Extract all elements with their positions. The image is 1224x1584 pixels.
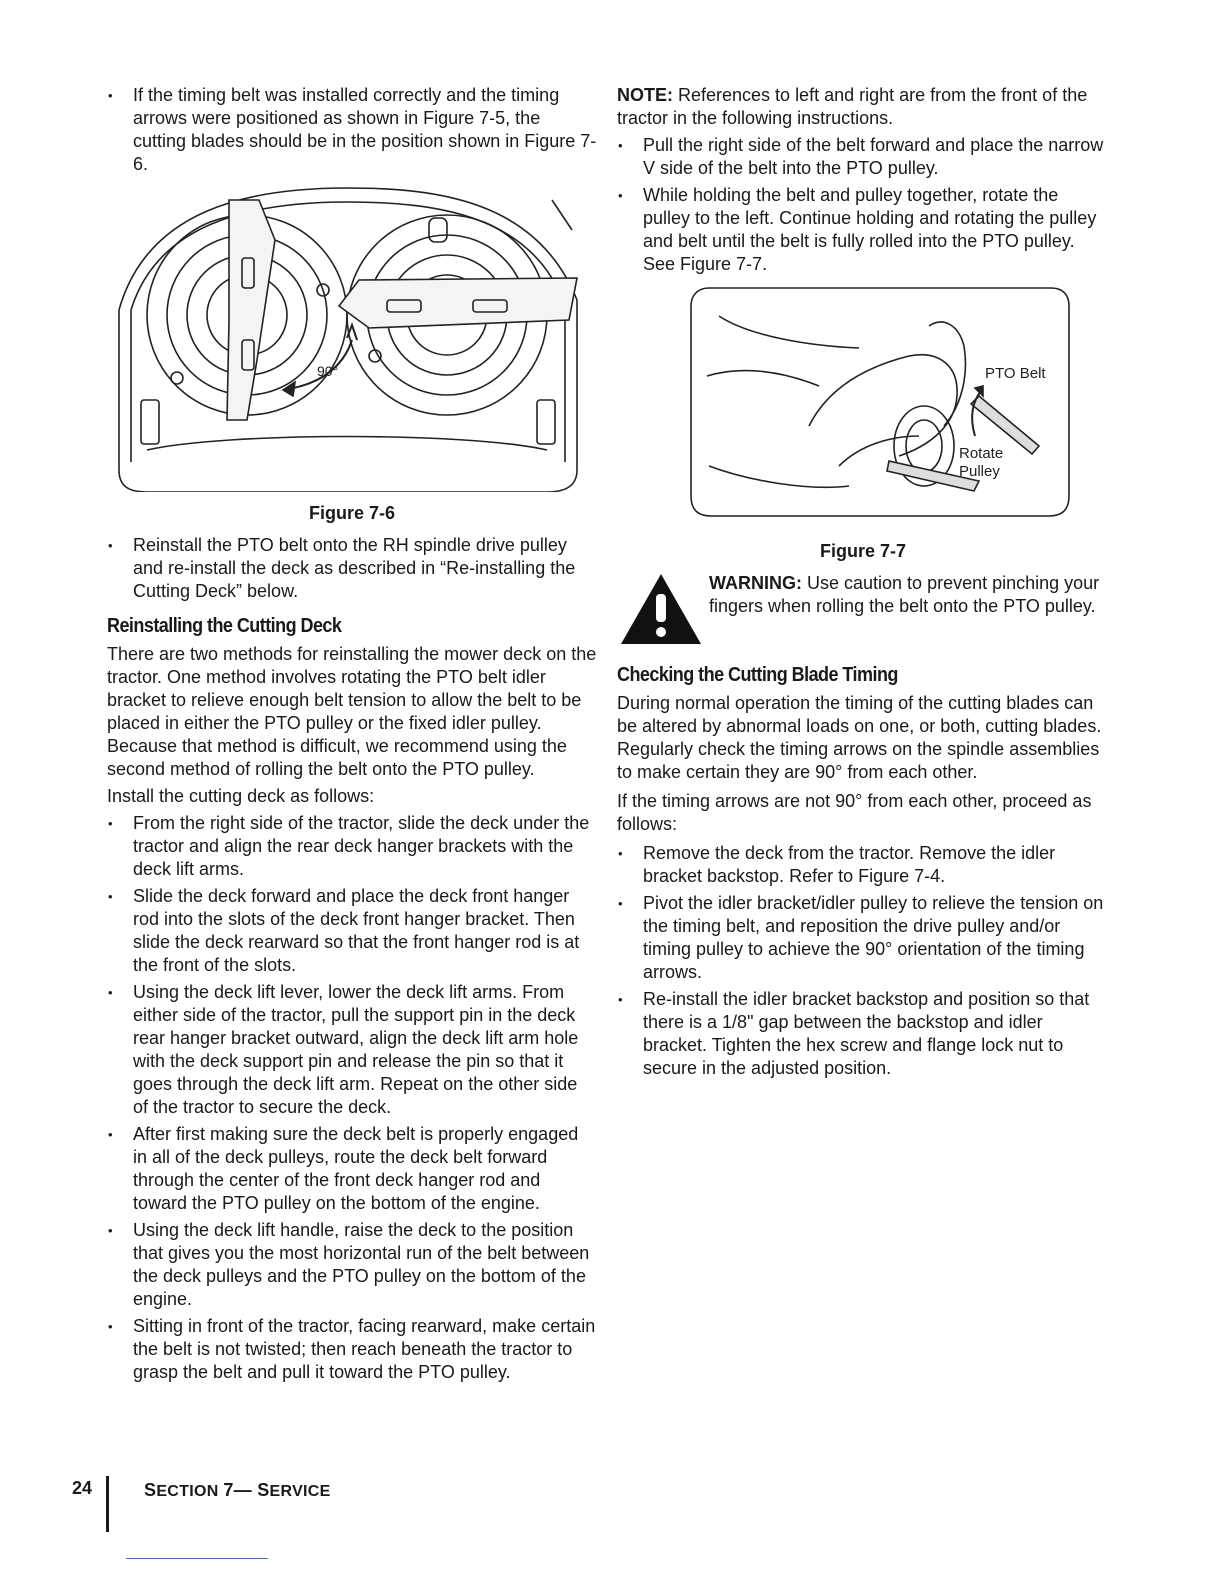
left-column	[107, 84, 597, 1388]
list-item: • Remove the deck from the tractor. Remove the idler bracket backstop. Refer to Figure 7-4.	[617, 842, 1109, 888]
list-item: • Reinstall the PTO belt onto the RH spindle drive pulley and re-install the deck as described in “Re-installing the Cutting Deck” below.	[107, 534, 597, 603]
figure-7-7-caption: Figure 7-7	[819, 541, 907, 561]
warning-paragraph	[709, 572, 1109, 618]
pto-belt-label: PTO Belt	[985, 365, 1046, 382]
figure-7-6	[107, 180, 597, 497]
list-item: • Re-install the idler bracket backstop and position so that there is a 1/8" gap between the backstop and idler bracket. Tighten the hex screw and flange lock nut to secure in the adjusted position.	[617, 988, 1109, 1080]
note-label: NOTE:	[617, 85, 673, 105]
timing-paragraph-2: If the timing arrows are not 90° from each other, proceed as follows:	[617, 791, 1092, 834]
pulley-label: Pulley	[959, 463, 1000, 480]
list-item: • Pull the right side of the belt forward and place the narrow V side of the belt into the PTO pulley.	[617, 134, 1109, 180]
bottom-rule	[126, 1558, 268, 1559]
warning-label: WARNING:	[709, 573, 802, 593]
install-steps-list	[107, 812, 597, 1384]
figure-7-6-caption: Figure 7-6	[308, 503, 396, 523]
reinstalling-heading: Reinstalling the Cutting Deck	[107, 615, 342, 637]
list-item: • While holding the belt and pulley together, rotate the pulley to the left. Continue holding and rotating the pulley and belt until the belt is fully rolled into the PTO pulley. See Figure 7-7.	[617, 184, 1109, 276]
timing-paragraph-1: During normal operation the timing of the cutting blades can be altered by abnormal loads on one, or both, cutting blades. Regularly check the timing arrows on the spindle assemblies to make certain they are 90° from each other.	[617, 693, 1102, 782]
pto-belt-illustration	[689, 286, 1071, 518]
footer-divider	[106, 1476, 109, 1532]
after-figure-bullet-list	[107, 534, 597, 603]
warning-text: Use caution to prevent pinching your fingers when rolling the belt onto the PTO pulley.	[709, 573, 1100, 616]
warning-triangle-icon	[619, 572, 703, 646]
list-item: • Sitting in front of the tractor, facing rearward, make certain the belt is not twisted; then reach beneath the tractor to grasp the belt and pull it toward the PTO pulley.	[107, 1315, 597, 1384]
list-item: • Slide the deck forward and place the deck front hanger rod into the slots of the deck front hanger bracket. Then slide the deck rearward so that the front hanger rod is at the front of the slots.	[107, 885, 597, 977]
figure-7-7	[689, 286, 1109, 523]
intro-bullet-list	[107, 84, 597, 176]
rotate-label: Rotate	[959, 445, 1004, 462]
section-label: SECTION 7— SERVICE	[144, 1480, 331, 1500]
reinstall-paragraph-1: There are two methods for reinstalling the mower deck on the tractor. One method involves rotating the PTO belt idler bracket to relieve enough belt tension to allow the belt to be placed in either the PTO pulley or the fixed idler pulley. Because that method is difficult, we recommend using the second method of rolling the belt onto the PTO pulley.	[107, 644, 597, 779]
angle-label: 90°	[317, 363, 339, 379]
timing-steps-list	[617, 842, 1109, 1080]
list-item: • If the timing belt was installed correctly and the timing arrows were positioned as shown in Figure 7-5, the cutting blades should be in the position shown in Figure 7-6.	[107, 84, 597, 176]
warning-block	[617, 572, 1109, 642]
list-item: • Using the deck lift handle, raise the deck to the position that gives you the most horizontal run of the belt between the deck pulleys and the PTO pulley on the bottom of the engine.	[107, 1219, 597, 1311]
belt-bullet-list	[617, 134, 1109, 276]
note-paragraph	[617, 84, 1109, 130]
right-column	[617, 84, 1109, 1084]
page-number: 24	[72, 1478, 93, 1498]
reinstall-paragraph-2: Install the cutting deck as follows:	[107, 786, 375, 806]
deck-blades-illustration	[107, 180, 583, 492]
note-text: References to left and right are from the front of the tractor in the following instructions.	[617, 85, 1088, 128]
list-item: • After first making sure the deck belt is properly engaged in all of the deck pulleys, route the deck belt forward through the center of the front deck hanger rod and toward the PTO pulley on the bottom of the engine.	[107, 1123, 597, 1215]
timing-heading: Checking the Cutting Blade Timing	[617, 664, 898, 686]
list-item: • From the right side of the tractor, slide the deck under the tractor and align the rear deck hanger brackets with the deck lift arms.	[107, 812, 597, 881]
list-item: • Pivot the idler bracket/idler pulley to relieve the tension on the timing belt, and reposition the drive pulley and/or timing pulley to achieve the 90° orientation of the timing arrows.	[617, 892, 1109, 984]
list-item: • Using the deck lift lever, lower the deck lift arms. From either side of the tractor, pull the support pin in the deck rear hanger bracket outward, align the deck lift arm hole with the deck support pin and release the pin so that it goes through the deck lift arm. Repeat on the other side of the tractor to secure the deck.	[107, 981, 597, 1119]
